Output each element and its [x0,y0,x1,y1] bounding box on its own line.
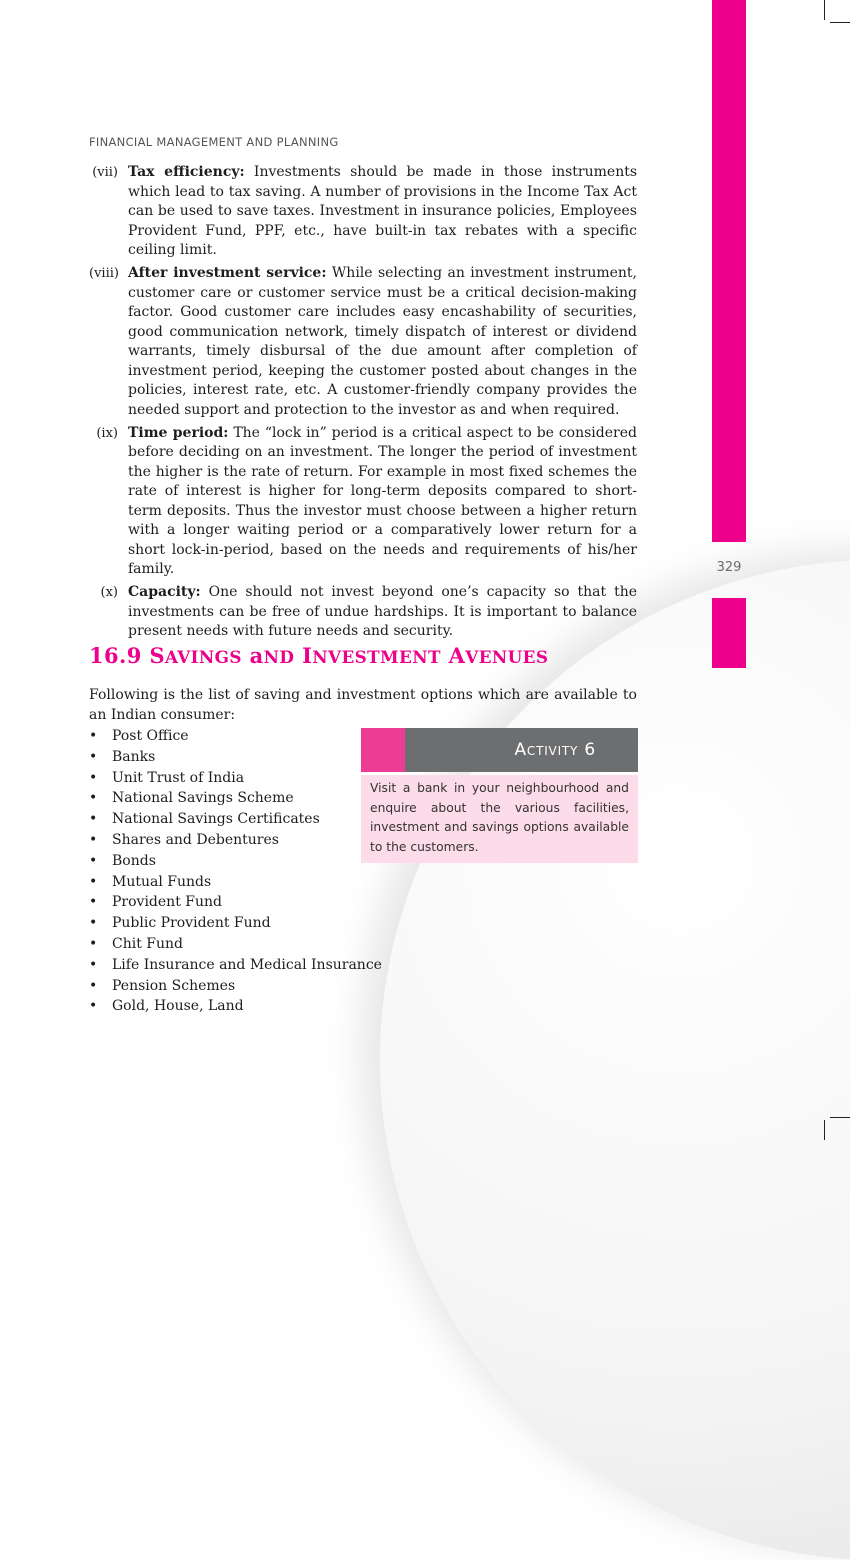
bullet-icon: • [89,956,98,973]
list-item-text: Chit Fund [112,935,183,952]
list-item-text: Mutual Funds [112,873,212,890]
point-text: The “lock in” period is a critical aspect to be considered before deciding on an investment. The longer the period of investment the higher is the rate of return. For example in most fixed schemes the rate of interest is higher for long-term deposits compared to short-term deposits. Thus the investor must choose between a higher return with a longer waiting period or a comparatively lower return for a short lock-in-period, based on the needs and requirements of his/her family. [128,424,637,577]
point-viii [89,264,637,420]
list-item-text: Pension Schemes [112,977,236,994]
list-item [89,851,382,872]
crop-mark-top-horizontal [830,22,850,23]
list-item-text: Shares and Debentures [112,831,279,848]
list-item-text: National Savings Scheme [112,790,294,807]
crop-mark-top-vertical [824,0,825,20]
activity-box [361,728,638,863]
activity-header [361,728,638,772]
activity-color-swatch [361,728,405,772]
list-item [89,996,382,1017]
bullet-icon: • [89,852,98,869]
savings-options-list [89,726,382,1017]
margin-tab-top [712,0,746,542]
crop-mark-bottom-vertical [824,1120,825,1140]
list-item [89,913,382,934]
bullet-icon: • [89,811,98,828]
list-item-text: Bonds [112,852,156,869]
list-item [89,726,382,747]
section-heading: 16.9 SAVINGS aND INVESTMENT AVENUES [89,643,549,668]
list-item [89,872,382,893]
bullet-icon: • [89,769,98,786]
page-number: 329 [716,560,742,575]
list-item [89,830,382,851]
list-item [89,934,382,955]
bullet-icon: • [89,894,98,911]
bullet-icon: • [89,831,98,848]
bullet-icon: • [89,748,98,765]
margin-tab-bottom [712,598,746,668]
list-item-text: Post Office [112,728,189,744]
point-term: After investment service: [128,265,327,281]
point-number: (viii) [89,266,119,281]
section-intro: Following is the list of saving and investment options which are available to an Indian consumer: [89,687,637,723]
bullet-icon: • [89,977,98,994]
activity-text: Visit a bank in your neighbourhood and enquire about the various facilities, investment and savings options available to the customers. [361,775,638,863]
bullet-icon: • [89,998,98,1015]
point-text: While selecting an investment instrument, customer care or customer service must be a critical decision-making factor. Good customer care includes easy encashability of securities, good communication network, timely dispatch of interest or dividend warrants, timely disbursal of the due amount after completion of investment period, keeping the customer posted about changes in the policies, interest rate, etc. A customer-friendly company provides the needed support and protection to the investor as and when required. [128,265,638,418]
list-item-text: National Savings Certificates [112,811,320,828]
point-term: Tax efficiency: [128,164,245,180]
point-text: One should not invest beyond one’s capacity so that the investments can be free of undue hardships. It is important to balance present needs with future needs and security. [128,584,638,639]
list-item-text: Banks [112,748,156,765]
point-text: Investments should be made in those instruments which lead to tax saving. A number of provisions in the Income Tax Act can be used to save taxes. Investment in insurance policies, Employees Provident Fund, PPF, etc., have built-in tax rebates with a specific ceiling limit. [128,164,638,258]
list-item [89,768,382,789]
list-item [89,892,382,913]
list-item [89,809,382,830]
running-header: FINANCIAL MANAGEMENT AND PLANNING [89,135,339,149]
point-vii [89,163,637,261]
list-item [89,955,382,976]
crop-mark-bottom-horizontal [830,1117,850,1118]
list-item-text: Life Insurance and Medical Insurance [112,956,382,973]
bullet-icon: • [89,728,98,744]
list-item [89,747,382,768]
bullet-icon: • [89,915,98,932]
investment-criteria-list [89,163,637,645]
list-item [89,976,382,997]
list-item-text: Unit Trust of India [112,769,245,786]
point-body [128,163,637,261]
list-item-text: Public Provident Fund [112,915,271,932]
point-term: Capacity: [128,584,201,600]
bullet-icon: • [89,790,98,807]
point-body [128,264,637,420]
point-number: (x) [100,585,118,600]
point-body [128,424,637,580]
list-item [89,788,382,809]
bullet-icon: • [89,873,98,890]
list-item-text: Provident Fund [112,894,222,911]
bullet-icon: • [89,935,98,952]
point-number: (ix) [96,425,118,441]
point-ix [89,424,637,580]
list-item-text: Gold, House, Land [112,998,244,1015]
point-number: (vii) [92,165,118,180]
activity-title: Activity 6 [405,728,638,772]
point-body [128,583,637,642]
point-term: Time period: [128,424,229,441]
point-x [89,583,637,642]
